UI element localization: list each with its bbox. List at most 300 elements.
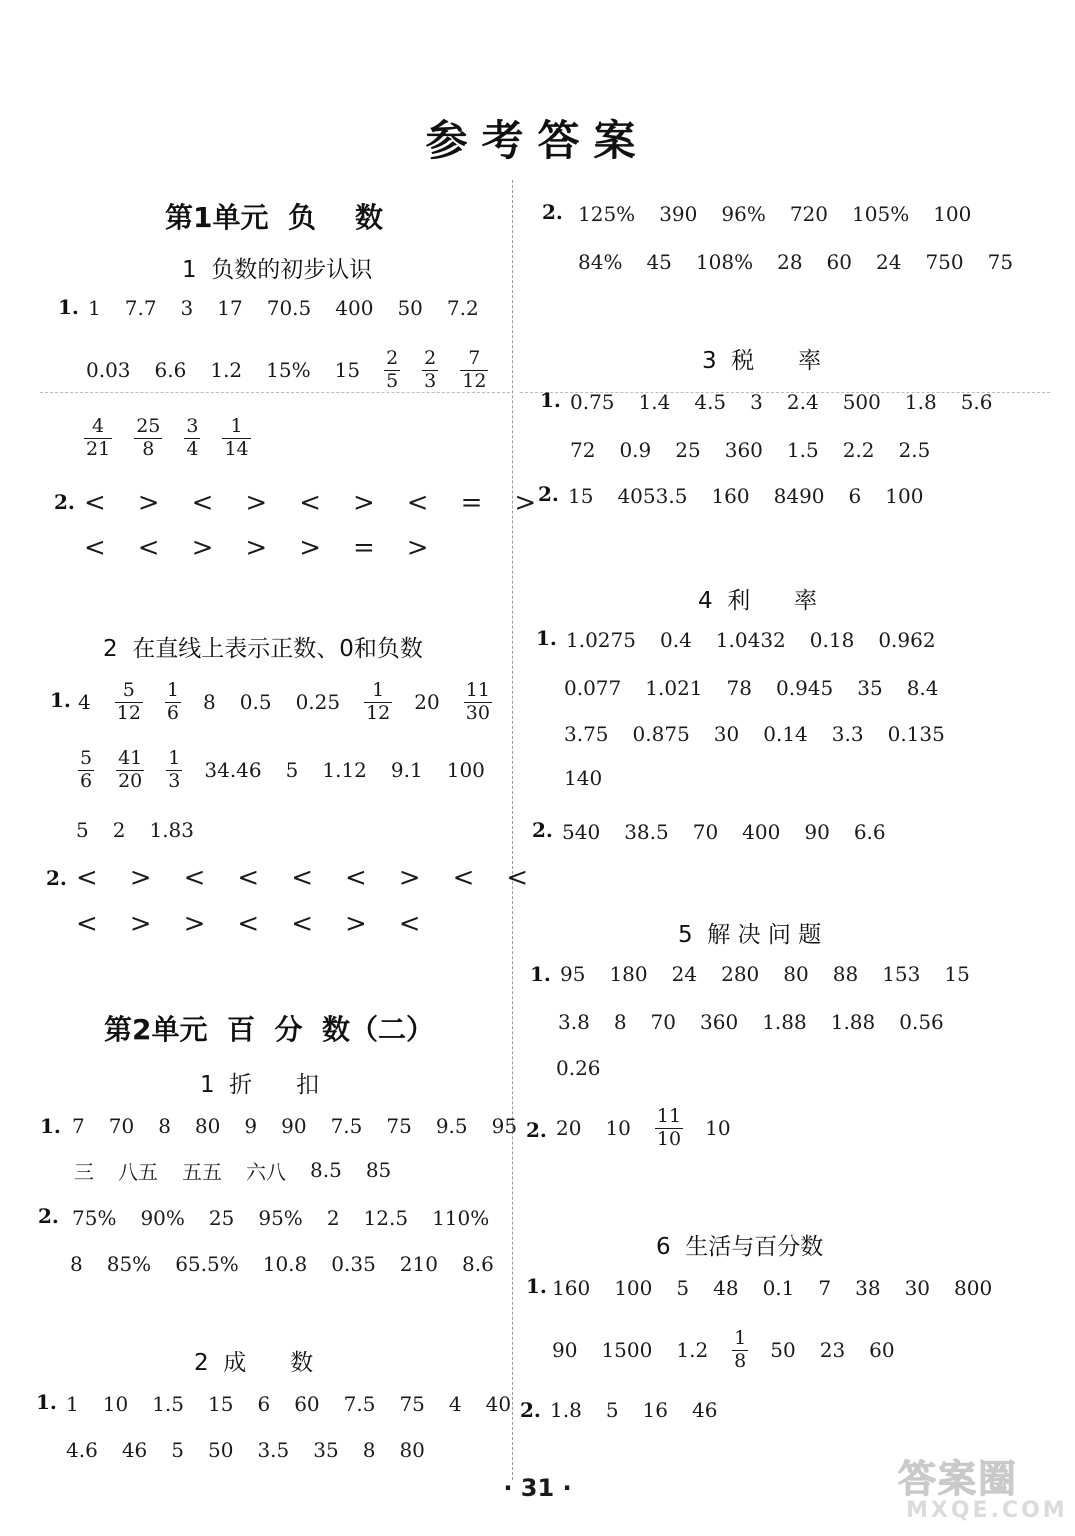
fraction-numerator: 1	[372, 678, 385, 701]
answer-value: 153	[882, 962, 921, 986]
answer-value: 100	[933, 202, 972, 226]
answer-value: 90	[281, 1114, 307, 1138]
comparison-symbol: <	[76, 909, 98, 939]
fraction	[364, 678, 392, 724]
comparison-symbol: =	[460, 488, 483, 518]
answer-value: 400	[742, 820, 781, 844]
answer-value: 90	[804, 820, 830, 844]
answer-value: 38	[855, 1276, 881, 1300]
fraction	[655, 1104, 683, 1150]
answer-value: 9	[244, 1114, 258, 1138]
answer-value: 2.5	[898, 438, 931, 462]
fraction-denominator: 8	[734, 1349, 747, 1372]
answer-value: 0.56	[899, 1010, 944, 1034]
answer-value: 1.8	[550, 1398, 582, 1422]
answer-value: 800	[954, 1276, 993, 1300]
answer-row	[88, 286, 503, 330]
answer-value: 4.5	[694, 390, 727, 414]
comparison-symbol: <	[406, 488, 429, 518]
answer-value: 15	[944, 962, 970, 986]
comparison-symbol: =	[352, 533, 375, 563]
answer-value: 46	[121, 1438, 148, 1462]
fraction-denominator: 3	[168, 769, 181, 792]
answer-row	[568, 474, 947, 518]
answer-value: 750	[925, 250, 964, 274]
answer-value: 24	[876, 250, 902, 274]
answer-row	[560, 952, 994, 996]
answer-value: 35	[857, 676, 883, 700]
answer-value: 70	[108, 1114, 135, 1138]
fraction-numerator: 41	[118, 746, 143, 769]
answer-value: 60	[826, 250, 852, 274]
unit2-title: 第2单元 百 分 数（二）	[104, 1013, 434, 1046]
answer-value: 3.8	[558, 1010, 590, 1034]
answer-row	[84, 481, 568, 525]
answer-value: 80	[194, 1114, 221, 1138]
fraction-numerator: 5	[80, 746, 93, 769]
answer-value: 25	[208, 1206, 235, 1230]
question-number: 2.	[526, 1118, 547, 1142]
fraction-denominator: 8	[142, 437, 155, 460]
answer-value: 0.14	[763, 722, 808, 746]
answer-value: 30	[713, 722, 740, 746]
answer-row	[562, 810, 910, 854]
comparison-symbol: <	[506, 863, 529, 893]
answer-value: 85%	[106, 1252, 152, 1276]
answer-value: 0.75	[570, 390, 615, 414]
answer-value: 1	[88, 296, 101, 320]
answer-value: 5	[171, 1438, 184, 1462]
answer-value: 390	[659, 202, 698, 226]
answer-value: 105%	[852, 202, 910, 226]
answer-value: 5	[76, 818, 89, 842]
answer-value: 70	[650, 1010, 676, 1034]
answer-row	[578, 192, 995, 236]
answer-value: 5	[605, 1398, 619, 1422]
answer-value: 1.2	[210, 358, 243, 382]
fraction	[134, 414, 162, 460]
answer-value: 16	[642, 1398, 668, 1422]
fraction-numerator: 1	[166, 678, 180, 701]
answer-row	[76, 856, 560, 900]
answer-row	[84, 416, 273, 460]
fraction-numerator: 11	[465, 678, 490, 701]
answer-value: 9.1	[390, 758, 423, 782]
answer-row	[74, 1148, 415, 1192]
fraction	[165, 678, 181, 724]
answer-row	[564, 756, 626, 800]
question-number: 1.	[536, 626, 557, 650]
answer-value: 8.6	[461, 1252, 494, 1276]
answer-value: 0.962	[878, 628, 936, 652]
fraction-numerator: 1	[168, 746, 181, 769]
answer-value: 0.077	[564, 676, 622, 700]
answer-value: 75%	[72, 1206, 117, 1230]
answer-value: 0.25	[295, 690, 341, 714]
answer-value: 360	[724, 438, 763, 462]
answer-value: 4	[78, 690, 91, 714]
fraction-denominator: 4	[186, 437, 199, 460]
question-number: 2.	[46, 866, 67, 890]
answer-value: 15	[568, 484, 594, 508]
answer-value: 25	[675, 438, 701, 462]
answer-row	[76, 902, 453, 946]
fraction-denominator: 20	[118, 769, 143, 792]
comparison-symbol: <	[299, 488, 321, 518]
fraction-denominator: 6	[166, 701, 180, 724]
question-number: 1.	[50, 688, 71, 712]
answer-value: 75	[987, 250, 1014, 274]
comparison-symbol: >	[398, 863, 421, 893]
answer-value: 7.5	[330, 1114, 363, 1138]
comparison-symbol: >	[129, 863, 152, 893]
answer-value: 7.2	[446, 296, 479, 320]
answer-value: 0.4	[659, 628, 692, 652]
comparison-symbol: <	[76, 863, 98, 893]
fraction-denominator: 5	[386, 369, 399, 392]
comparison-symbol: >	[406, 533, 429, 563]
answer-value: 1500	[601, 1338, 653, 1362]
unit1-s2-title: 2 在直线上表示正数、0和负数	[103, 636, 423, 662]
comparison-symbol: >	[514, 488, 537, 518]
fraction-denominator: 12	[462, 369, 487, 392]
answer-value: 6	[848, 484, 862, 508]
question-number: 1.	[58, 295, 79, 319]
answer-value: 4.6	[66, 1438, 98, 1462]
answer-value: 50	[208, 1438, 234, 1462]
comparison-symbol: <	[84, 488, 106, 518]
answer-row	[70, 1242, 518, 1286]
comparison-symbol: <	[452, 863, 475, 893]
answer-value: 1.83	[149, 818, 194, 842]
answer-value: 40	[485, 1392, 512, 1416]
answer-value: 84%	[578, 250, 623, 274]
answer-value: 15	[208, 1392, 234, 1416]
comparison-symbol: <	[237, 909, 260, 939]
fraction	[184, 414, 200, 460]
fraction-numerator: 7	[468, 346, 481, 369]
fraction	[116, 746, 144, 792]
answer-value: 10.8	[262, 1252, 308, 1276]
fraction	[732, 1326, 748, 1372]
answer-row	[78, 748, 509, 792]
answer-value: 1.5	[786, 438, 819, 462]
answer-value: 0.945	[775, 676, 834, 700]
answer-row	[578, 240, 1037, 284]
answer-value: 160	[711, 484, 750, 508]
fraction	[166, 746, 182, 792]
fraction-numerator: 2	[424, 346, 437, 369]
question-number: 1.	[540, 388, 561, 412]
answer-value: 100	[614, 1276, 653, 1300]
answer-value: 15	[334, 358, 361, 382]
answer-value: 28	[777, 250, 803, 274]
answer-row	[552, 1328, 919, 1372]
s5-title: 5 解 决 问 题	[678, 922, 822, 948]
answer-value: 45	[646, 250, 672, 274]
answer-value: 38.5	[624, 820, 669, 844]
answer-value: 50	[397, 296, 423, 320]
answer-value: 75	[386, 1114, 412, 1138]
answer-value: 0.9	[619, 438, 652, 462]
answer-value: 8.4	[906, 676, 939, 700]
answer-value: 10	[705, 1116, 731, 1140]
fraction-denominator: 30	[465, 701, 490, 724]
answer-value: 48	[713, 1276, 739, 1300]
fraction	[422, 346, 438, 392]
answer-value: 8	[70, 1252, 83, 1276]
answer-value: 1.8	[904, 390, 937, 414]
answer-value: 7	[818, 1276, 832, 1300]
fraction-denominator: 12	[366, 701, 391, 724]
answer-row	[570, 428, 954, 472]
answer-value: 7.7	[124, 296, 157, 320]
answer-value: 60	[294, 1392, 320, 1416]
fraction	[78, 746, 94, 792]
answer-value: 0.26	[556, 1056, 601, 1080]
fraction-denominator: 21	[86, 437, 111, 460]
answer-value: 80	[399, 1438, 425, 1462]
fraction-numerator: 5	[122, 678, 135, 701]
answer-value: 7.5	[343, 1392, 376, 1416]
answer-value: 70.5	[266, 296, 312, 320]
s3-title: 3 税 率	[702, 348, 822, 374]
comparison-symbol: <	[291, 863, 313, 893]
answer-value: 0.135	[887, 722, 945, 746]
answer-value: 2.4	[786, 390, 819, 414]
answer-value: 23	[819, 1338, 846, 1362]
answer-value: 1.021	[645, 676, 703, 700]
answer-value: 5.6	[960, 390, 993, 414]
answer-value: 108%	[695, 250, 754, 274]
answer-value: 280	[721, 962, 760, 986]
answer-value: 六八	[246, 1159, 286, 1184]
comparison-symbol: >	[129, 909, 152, 939]
answer-value: 1.12	[322, 758, 367, 782]
question-number: 1.	[36, 1390, 57, 1414]
comparison-symbol: <	[344, 863, 367, 893]
fraction-denominator: 12	[116, 701, 141, 724]
answer-value: 8	[203, 690, 216, 714]
fraction	[84, 414, 112, 460]
answer-value: 95%	[258, 1206, 303, 1230]
comparison-symbol: <	[237, 863, 260, 893]
comparison-symbol: >	[299, 533, 321, 563]
answer-value: 34.46	[204, 758, 262, 782]
answer-value: 400	[335, 296, 374, 320]
answer-value: 1.2	[676, 1338, 709, 1362]
question-number: 1.	[530, 962, 551, 986]
answer-value: 85	[365, 1158, 392, 1182]
answer-value: 10	[102, 1392, 129, 1416]
answer-row	[72, 1196, 513, 1240]
answer-value: 8	[613, 1010, 627, 1034]
answer-row	[66, 1382, 535, 1426]
answer-row	[556, 1106, 755, 1150]
answer-value: 三	[74, 1159, 94, 1184]
answer-value: 46	[692, 1398, 718, 1422]
answer-value: 15%	[266, 358, 311, 382]
answer-value: 95	[491, 1114, 518, 1138]
comparison-symbol: >	[352, 488, 375, 518]
comparison-symbol: >	[183, 909, 206, 939]
fraction	[115, 678, 143, 724]
answer-row	[72, 1104, 541, 1148]
fraction-denominator: 3	[424, 369, 437, 392]
answer-value: 10	[605, 1116, 631, 1140]
answer-value: 0.1	[762, 1276, 795, 1300]
answer-row	[552, 1266, 1016, 1310]
answer-value: 9.5	[435, 1114, 468, 1138]
comparison-symbol: >	[344, 909, 367, 939]
answer-value: 1.88	[762, 1010, 807, 1034]
answer-row	[76, 808, 218, 852]
answer-value: 4053.5	[617, 484, 688, 508]
fraction-numerator: 1	[230, 414, 243, 437]
answer-value: 0.18	[809, 628, 855, 652]
question-number: 2.	[520, 1398, 541, 1422]
answer-value: 90	[552, 1338, 578, 1362]
answer-value: 20	[556, 1116, 582, 1140]
comparison-symbol: <	[398, 909, 421, 939]
comparison-symbol: >	[191, 533, 214, 563]
unit2-s2-title: 2 成 数	[194, 1350, 314, 1376]
answer-value: 2.2	[842, 438, 875, 462]
answer-value: 8490	[773, 484, 825, 508]
answer-value: 180	[609, 962, 648, 986]
answer-value: 6.6	[853, 820, 886, 844]
answer-value: 1.0275	[566, 628, 636, 652]
answer-value: 140	[564, 766, 603, 790]
answer-value: 100	[446, 758, 485, 782]
answer-value: 35	[313, 1438, 339, 1462]
answer-value: 3.75	[564, 722, 609, 746]
answer-value: 1	[66, 1392, 79, 1416]
answer-value: 20	[414, 690, 440, 714]
comparison-symbol: <	[291, 909, 313, 939]
answer-value: 72	[570, 438, 596, 462]
answer-value: 96%	[721, 202, 766, 226]
fraction-numerator: 2	[386, 346, 399, 369]
fraction	[222, 414, 250, 460]
s6-title: 6 生活与百分数	[656, 1234, 824, 1260]
answer-value: 110%	[432, 1206, 490, 1230]
answer-value: 5	[676, 1276, 690, 1300]
comparison-symbol: <	[84, 533, 106, 563]
fraction-numerator: 4	[92, 414, 105, 437]
answer-value: 3	[180, 296, 194, 320]
fraction-denominator: 6	[80, 769, 93, 792]
fraction	[460, 346, 488, 392]
answer-value: 1.5	[152, 1392, 184, 1416]
fraction	[464, 678, 492, 724]
comparison-symbol: >	[137, 488, 160, 518]
watermark-text: 答案圈	[898, 1457, 1019, 1501]
answer-value: 0.03	[86, 358, 131, 382]
fraction	[384, 346, 400, 392]
answer-row	[66, 1428, 449, 1472]
answer-row	[556, 1046, 625, 1090]
answer-value: 1.0432	[715, 628, 786, 652]
comparison-symbol: >	[245, 533, 268, 563]
fraction-numerator: 11	[656, 1104, 682, 1127]
answer-value: 88	[832, 962, 859, 986]
answer-value: 0.875	[632, 722, 690, 746]
answer-value: 80	[783, 962, 809, 986]
fraction-numerator: 3	[186, 414, 199, 437]
fraction-denominator: 14	[224, 437, 249, 460]
comparison-symbol: <	[137, 533, 160, 563]
watermark-url: MXQE.COM	[906, 1498, 1068, 1523]
answer-value: 70	[692, 820, 719, 844]
answer-value: 90%	[140, 1206, 185, 1230]
answer-row	[78, 680, 514, 724]
answer-value: 八五	[118, 1159, 158, 1184]
unit1-s1-title: 1 负数的初步认识	[182, 257, 373, 283]
answer-value: 4	[448, 1392, 462, 1416]
unit1-title: 第1单元 负 数	[165, 201, 383, 234]
answer-value: 95	[560, 962, 586, 986]
answer-value: 2	[326, 1206, 340, 1230]
watermark-logo	[898, 1448, 1068, 1528]
answer-row	[86, 348, 510, 392]
answer-value: 500	[842, 390, 881, 414]
answer-row	[564, 712, 969, 756]
answer-value: 1.4	[638, 390, 671, 414]
answer-value: 5	[285, 758, 299, 782]
answer-value: 0.35	[331, 1252, 376, 1276]
unit2-s1-title: 1 折 扣	[200, 1072, 320, 1098]
comparison-symbol: <	[183, 863, 206, 893]
answer-value: 78	[726, 676, 752, 700]
answer-value: 60	[869, 1338, 895, 1362]
answer-value: 6.6	[154, 358, 187, 382]
page-number: · 31 ·	[503, 1474, 572, 1502]
answer-value: 160	[552, 1276, 591, 1300]
answer-value: 540	[562, 820, 601, 844]
answer-row	[84, 526, 461, 570]
answer-row	[564, 666, 963, 710]
answer-value: 100	[885, 484, 924, 508]
answer-value: 五五	[182, 1159, 222, 1184]
question-number: 2.	[532, 818, 553, 842]
answer-row	[566, 618, 960, 662]
fraction-numerator: 1	[734, 1326, 747, 1349]
answer-value: 6	[257, 1392, 271, 1416]
answer-value: 0.5	[239, 690, 272, 714]
answer-value: 3.3	[831, 722, 864, 746]
question-number: 1.	[40, 1114, 61, 1138]
fold-line-left	[40, 392, 510, 393]
answer-value: 24	[671, 962, 698, 986]
answer-value: 3	[750, 390, 763, 414]
answer-value: 8.5	[310, 1158, 342, 1182]
question-number: 2.	[538, 482, 559, 506]
answer-row	[550, 1388, 741, 1432]
answer-row	[558, 1000, 968, 1044]
question-number: 2.	[542, 200, 563, 224]
question-number: 2.	[54, 490, 75, 514]
s4-title: 4 利 率	[698, 588, 818, 614]
answer-value: 210	[399, 1252, 438, 1276]
answer-value: 1.88	[830, 1010, 876, 1034]
fraction-numerator: 25	[136, 414, 161, 437]
question-number: 2.	[38, 1204, 59, 1228]
answer-value: 8	[362, 1438, 376, 1462]
answer-value: 12.5	[363, 1206, 409, 1230]
comparison-symbol: <	[191, 488, 214, 518]
answer-value: 7	[72, 1114, 85, 1138]
